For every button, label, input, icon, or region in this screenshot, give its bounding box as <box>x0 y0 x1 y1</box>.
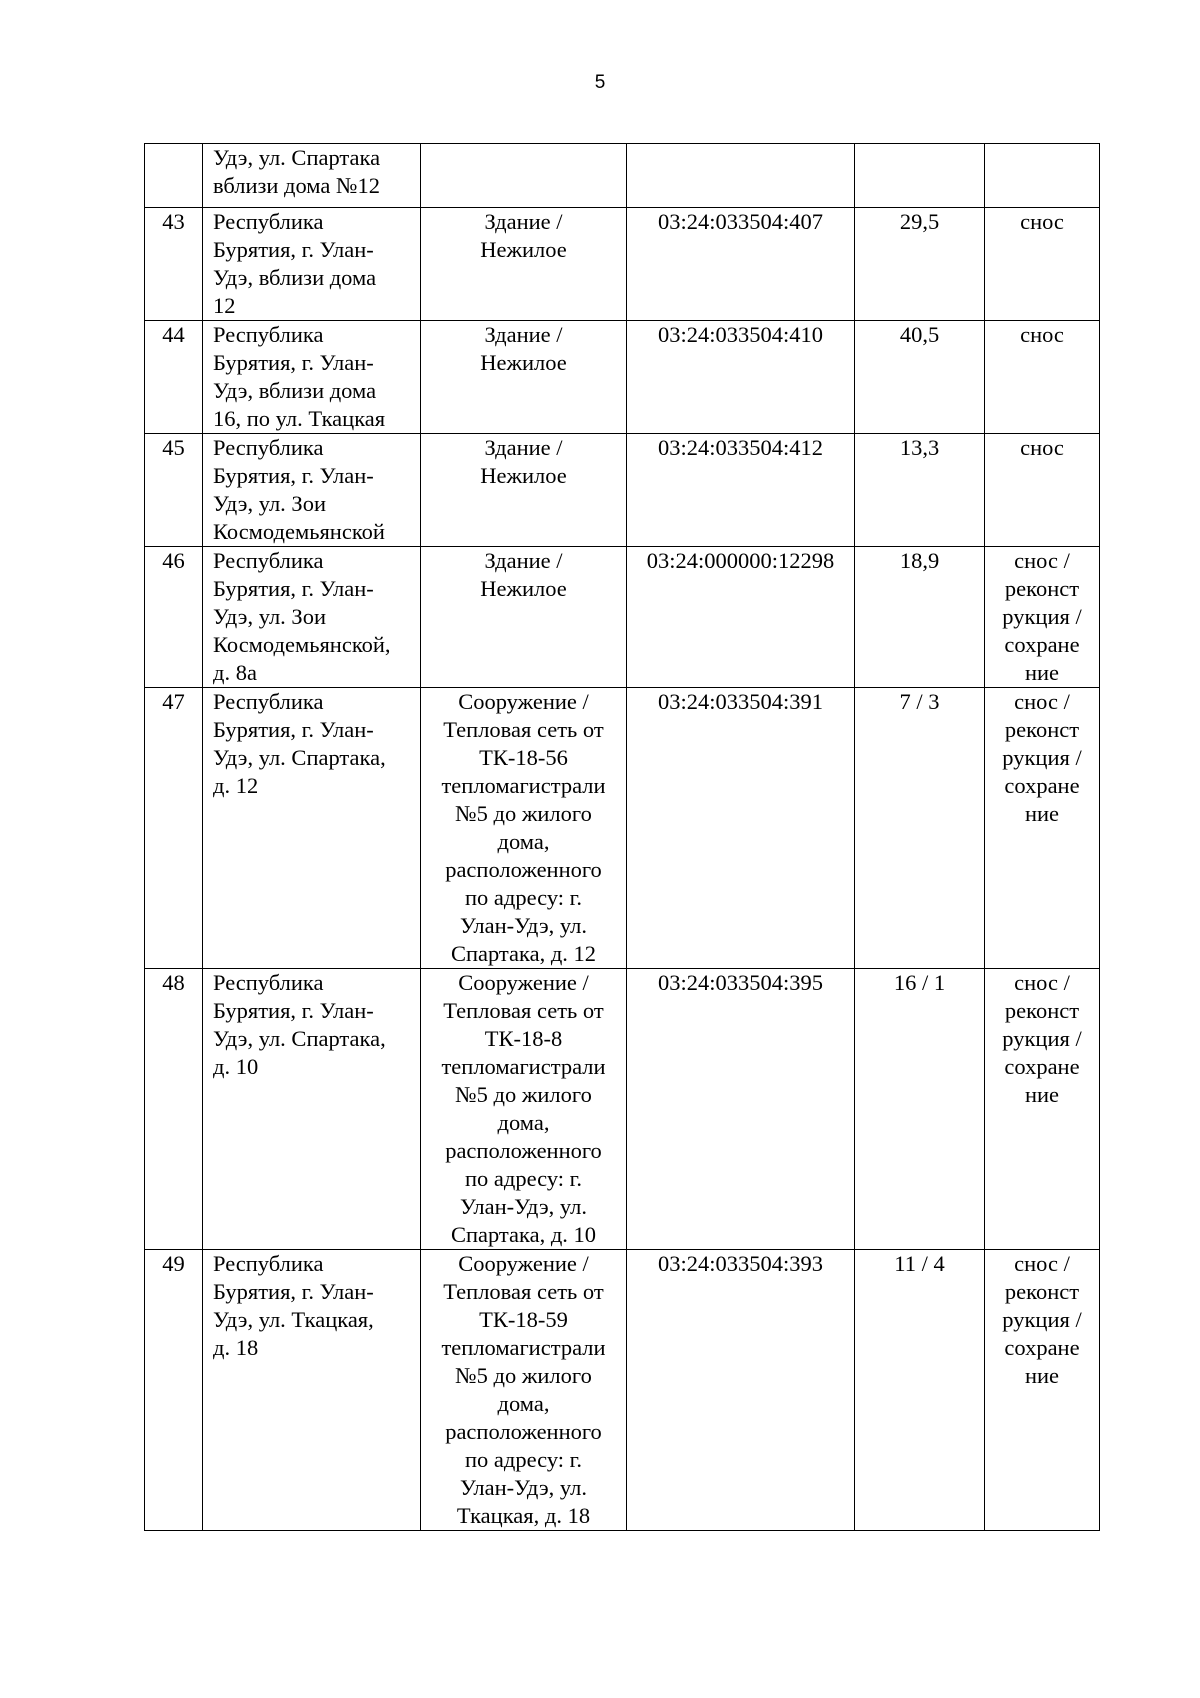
planned-action-line: сохране <box>1004 1054 1080 1079</box>
planned-action-line: реконст <box>1004 998 1080 1023</box>
area-cell <box>855 434 985 547</box>
object-type-cell <box>421 321 627 434</box>
planned-action-line: сохране <box>1004 773 1080 798</box>
object-type-line: дома, <box>497 1391 550 1416</box>
planned-action-line: реконст <box>1004 1279 1080 1304</box>
row-number-cell <box>145 434 203 547</box>
cadastral-number: 03:24:033504:393 <box>657 1251 823 1276</box>
cadastral-number-cell <box>627 208 855 321</box>
object-type-line: Сооружение / <box>458 689 589 714</box>
object-type-line: Улан-Удэ, ул. <box>460 1475 587 1500</box>
row-number-cell <box>145 208 203 321</box>
address-line: Удэ, вблизи дома <box>213 265 377 290</box>
table-row <box>145 208 1100 321</box>
object-type-line: Ткацкая, д. 18 <box>456 1503 591 1528</box>
area-cell <box>855 1250 985 1531</box>
cadastral-number-cell <box>627 434 855 547</box>
object-type-line: Спартака, д. 10 <box>450 1222 597 1247</box>
planned-action-line: снос / <box>1014 689 1070 714</box>
planned-action-line: ние <box>1024 1363 1060 1388</box>
address-line: Удэ, ул. Спартака, <box>213 745 386 770</box>
row-number: 45 <box>162 435 185 460</box>
object-type-line: Здание / <box>484 548 563 573</box>
object-type-line: Тепловая сеть от <box>443 1279 604 1304</box>
object-type-line: по адресу: г. <box>465 1166 582 1191</box>
address-line: д. 10 <box>213 1054 259 1079</box>
area-cell <box>855 321 985 434</box>
object-type-line: Сооружение / <box>458 1251 589 1276</box>
address-line: Бурятия, г. Улан- <box>213 463 374 488</box>
object-type-line: дома, <box>497 829 550 854</box>
object-type-line: Спартака, д. 12 <box>450 941 597 966</box>
page-number: 5 <box>594 72 606 93</box>
object-type-line: дома, <box>497 1110 550 1135</box>
cadastral-number-cell <box>627 547 855 688</box>
address-line: Удэ, вблизи дома <box>213 378 377 403</box>
address-cell <box>203 321 421 434</box>
row-number-cell <box>145 144 203 208</box>
address-line: Республика <box>213 209 324 234</box>
planned-action-line: реконст <box>1004 717 1080 742</box>
planned-action-line: снос <box>1020 209 1064 234</box>
object-type-cell <box>421 688 627 969</box>
object-type-cell <box>421 144 627 208</box>
object-type-line: №5 до жилого <box>455 801 592 826</box>
address-line: Удэ, ул. Ткацкая, <box>213 1307 374 1332</box>
planned-action-line: ние <box>1024 1082 1060 1107</box>
address-line: Республика <box>213 435 324 460</box>
object-type-line: расположенного <box>445 1419 602 1444</box>
table-row <box>145 547 1100 688</box>
object-type-line: тепломагистрали <box>441 773 606 798</box>
cadastral-number: 03:24:033504:410 <box>657 322 823 347</box>
table-row <box>145 434 1100 547</box>
object-type-line: Тепловая сеть от <box>443 717 604 742</box>
object-type-line: Тепловая сеть от <box>443 998 604 1023</box>
planned-action-line: рукция / <box>1002 604 1082 629</box>
planned-action-cell <box>985 1250 1100 1531</box>
object-type-line: ТК-18-8 <box>484 1026 563 1051</box>
cadastral-number-cell <box>627 321 855 434</box>
address-line: 16, по ул. Ткацкая <box>213 406 386 431</box>
object-type-line: по адресу: г. <box>465 885 582 910</box>
area-cell <box>855 688 985 969</box>
address-line: Бурятия, г. Улан- <box>213 350 374 375</box>
address-line: Республика <box>213 1251 324 1276</box>
address-line: Бурятия, г. Улан- <box>213 1279 374 1304</box>
object-type-cell <box>421 969 627 1250</box>
object-type-line: №5 до жилого <box>455 1363 592 1388</box>
area-value: 16 / 1 <box>893 970 946 995</box>
row-number-cell <box>145 547 203 688</box>
planned-action-line: снос <box>1020 435 1064 460</box>
object-type-line: Нежилое <box>480 463 567 488</box>
area-value: 13,3 <box>899 435 940 460</box>
address-line: Республика <box>213 970 324 995</box>
address-line: Республика <box>213 689 324 714</box>
planned-action-line: снос / <box>1014 1251 1070 1276</box>
address-line: д. 18 <box>213 1335 259 1360</box>
row-number: 47 <box>162 689 185 714</box>
area-cell <box>855 547 985 688</box>
address-cell <box>203 1250 421 1531</box>
object-type-line: расположенного <box>445 1138 602 1163</box>
area-value: 40,5 <box>899 322 940 347</box>
object-type-cell <box>421 434 627 547</box>
planned-action-cell <box>985 208 1100 321</box>
area-value: 11 / 4 <box>894 1251 945 1276</box>
cadastral-number-cell <box>627 144 855 208</box>
row-number: 49 <box>162 1251 185 1276</box>
object-type-line: Улан-Удэ, ул. <box>460 913 587 938</box>
object-type-line: Нежилое <box>480 576 567 601</box>
table-row <box>145 1250 1100 1531</box>
planned-action-line: сохране <box>1004 632 1080 657</box>
cadastral-number: 03:24:033504:407 <box>657 209 823 234</box>
address-line: Удэ, ул. Зои <box>213 604 326 629</box>
area-value: 29,5 <box>899 209 940 234</box>
cadastral-number: 03:24:033504:395 <box>657 970 823 995</box>
cadastral-number: 03:24:033504:412 <box>657 435 823 460</box>
address-line: Бурятия, г. Улан- <box>213 237 374 262</box>
planned-action-cell <box>985 969 1100 1250</box>
object-type-line: Улан-Удэ, ул. <box>460 1194 587 1219</box>
object-type-line: Нежилое <box>480 237 567 262</box>
address-line: Удэ, ул. Зои <box>213 491 326 516</box>
planned-action-cell <box>985 144 1100 208</box>
cadastral-number-cell <box>627 969 855 1250</box>
row-number: 48 <box>162 970 185 995</box>
address-cell <box>203 688 421 969</box>
area-cell <box>855 144 985 208</box>
table-row <box>145 321 1100 434</box>
area-cell <box>855 969 985 1250</box>
address-line: Удэ, ул. Спартака, <box>213 1026 386 1051</box>
planned-action-cell <box>985 688 1100 969</box>
planned-action-cell <box>985 434 1100 547</box>
address-line: д. 12 <box>213 773 259 798</box>
address-line: Космодемьянской, <box>213 632 391 657</box>
object-type-cell <box>421 1250 627 1531</box>
table-row <box>145 144 1100 208</box>
address-line: Бурятия, г. Улан- <box>213 717 374 742</box>
planned-action-line: рукция / <box>1002 1307 1082 1332</box>
address-cell <box>203 208 421 321</box>
address-line: вблизи дома №12 <box>213 173 380 198</box>
row-number-cell <box>145 969 203 1250</box>
object-type-line: тепломагистрали <box>441 1335 606 1360</box>
object-type-line: Сооружение / <box>458 970 589 995</box>
row-number-cell <box>145 688 203 969</box>
planned-action-line: рукция / <box>1002 1026 1082 1051</box>
row-number-cell <box>145 1250 203 1531</box>
address-cell <box>203 144 421 208</box>
address-cell <box>203 547 421 688</box>
address-line: Бурятия, г. Улан- <box>213 998 374 1023</box>
address-cell <box>203 969 421 1250</box>
object-type-line: №5 до жилого <box>455 1082 592 1107</box>
cadastral-number: 03:24:000000:12298 <box>646 548 835 573</box>
row-number-cell <box>145 321 203 434</box>
object-type-line: ТК-18-56 <box>479 745 568 770</box>
address-line: Республика <box>213 548 324 573</box>
table-row <box>145 688 1100 969</box>
object-type-line: ТК-18-59 <box>479 1307 568 1332</box>
address-line: 12 <box>213 293 236 318</box>
planned-action-line: снос / <box>1014 548 1070 573</box>
planned-action-line: сохране <box>1004 1335 1080 1360</box>
object-type-line: по адресу: г. <box>465 1447 582 1472</box>
row-number: 46 <box>162 548 185 573</box>
area-value: 18,9 <box>899 548 940 573</box>
address-line: Удэ, ул. Спартака <box>213 145 381 170</box>
planned-action-line: снос <box>1020 322 1064 347</box>
address-line: д. 8а <box>213 660 257 685</box>
row-number: 44 <box>162 322 185 347</box>
object-type-line: Здание / <box>484 435 563 460</box>
planned-action-line: снос / <box>1014 970 1070 995</box>
objects-table <box>144 143 1100 1531</box>
planned-action-cell <box>985 547 1100 688</box>
cadastral-number: 03:24:033504:391 <box>657 689 823 714</box>
planned-action-line: ние <box>1024 801 1060 826</box>
planned-action-cell <box>985 321 1100 434</box>
cadastral-number-cell <box>627 1250 855 1531</box>
table-row <box>145 969 1100 1250</box>
address-line: Бурятия, г. Улан- <box>213 576 374 601</box>
object-type-line: расположенного <box>445 857 602 882</box>
area-value: 7 / 3 <box>899 689 940 714</box>
object-type-line: Здание / <box>484 322 563 347</box>
planned-action-line: рукция / <box>1002 745 1082 770</box>
object-type-line: тепломагистрали <box>441 1054 606 1079</box>
address-line: Космодемьянской <box>213 519 385 544</box>
row-number: 43 <box>162 209 185 234</box>
object-type-line: Нежилое <box>480 350 567 375</box>
address-cell <box>203 434 421 547</box>
planned-action-line: реконст <box>1004 576 1080 601</box>
objects-table-body <box>145 144 1100 1531</box>
area-cell <box>855 208 985 321</box>
address-line: Республика <box>213 322 324 347</box>
object-type-cell <box>421 547 627 688</box>
cadastral-number-cell <box>627 688 855 969</box>
object-type-cell <box>421 208 627 321</box>
planned-action-line: ние <box>1024 660 1060 685</box>
object-type-line: Здание / <box>484 209 563 234</box>
